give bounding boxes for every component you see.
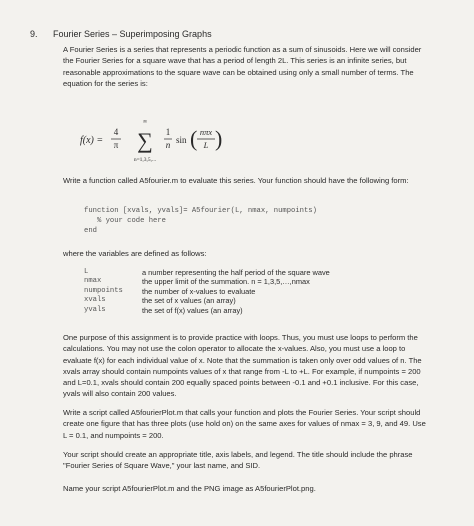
- arg-numerator: nπx: [199, 127, 213, 137]
- term-numerator: 1: [165, 127, 171, 137]
- close-paren: ): [215, 126, 223, 151]
- definition-term: L: [84, 268, 89, 276]
- title-requirements-paragraph: Your script should create an appropriate title, axis labels, and legend. The title should include the phrase "Fourier Series of Square Wave," your last name, and SID.: [63, 450, 413, 471]
- coef-denominator: π: [113, 140, 119, 150]
- sum-lower-limit: n=1,3,5,...: [133, 157, 157, 163]
- open-paren: (: [190, 126, 198, 151]
- code-line: % your code here: [84, 217, 166, 225]
- definition-row: [84, 287, 362, 296]
- equation-lhs: f(x) =: [80, 135, 104, 146]
- purpose-paragraph: One purpose of this assignment is to provide practice with loops. Thus, you must use loops to perform the calculations. You may not use the colon operator to allocate the x-values. Also, you must use a loop to evaluate f(x) for each individual value of x. Note that the summation is taken only over odd values of n. The xvals array should contain numpoints values of x that range from -L to +L. For example, if numpoints = 200 and L=0.1, xvals should contain 200 equally spaced points between -0.1 and +0.1 inclusive. For this case, yvals will also contain 200 values.: [63, 333, 422, 399]
- definition-term: nmax: [84, 277, 102, 286]
- function-code-block: [84, 206, 317, 236]
- definition-desc: the set of f(x) values (an array): [142, 305, 243, 315]
- definition-row: [84, 268, 362, 277]
- variable-definitions: [84, 268, 362, 315]
- naming-paragraph: Name your script A5fourierPlot.m and the PNG image as A5fourierPlot.png.: [63, 484, 316, 493]
- where-text: where the variables are defined as follows:: [63, 249, 207, 258]
- code-line: end: [84, 227, 97, 235]
- sin-function: sin: [176, 135, 187, 145]
- definition-term: xvals: [84, 296, 106, 305]
- definition-desc: the set of x values (an array): [142, 296, 236, 306]
- definition-desc: the number of x-values to evaluate: [142, 286, 256, 296]
- script-paragraph: Write a script called A5fourierPlot.m that calls your function and plots the Fourier Series. Your script should create one figure that has three plots (use hold on) on the same axes for values of nmax = 3, 9, and 49. Use L = 0.1, and numpoints = 200.: [63, 408, 426, 440]
- fourier-equation: [80, 115, 260, 165]
- write-function-paragraph: Write a function called A5fourier.m to evaluate this series. Your function should have the following form:: [63, 176, 409, 185]
- problem-title: Fourier Series – Superimposing Graphs: [53, 29, 212, 39]
- definition-term: numpoints: [84, 286, 123, 295]
- problem-number: 9.: [30, 29, 38, 39]
- term-denominator: n: [165, 140, 171, 150]
- definition-row: [84, 277, 362, 286]
- sum-upper-limit: ∞: [142, 119, 148, 125]
- code-line: function [xvals, yvals]= A5fourier(L, nmax, numpoints): [84, 207, 317, 215]
- definition-row: [84, 306, 362, 315]
- arg-denominator: L: [203, 140, 209, 150]
- definition-term: yvals: [84, 305, 106, 314]
- sigma-symbol: ∑: [137, 128, 153, 153]
- definition-desc: a number representing the half period of the square wave: [142, 268, 330, 277]
- intro-paragraph: A Fourier Series is a series that represents a periodic function as a sum of sinusoids. Here we will consider the Fourier Series for a square wave that has a period of length 2L. This series is an infinite series, but reasonable approximations to the square wave can be obtained using only a small number of terms. The equation for the series is:: [63, 45, 422, 88]
- definition-row: [84, 296, 362, 305]
- definition-desc: the upper limit of the summation. n = 1,3,5,…,nmax: [142, 277, 310, 287]
- coef-numerator: 4: [113, 127, 119, 137]
